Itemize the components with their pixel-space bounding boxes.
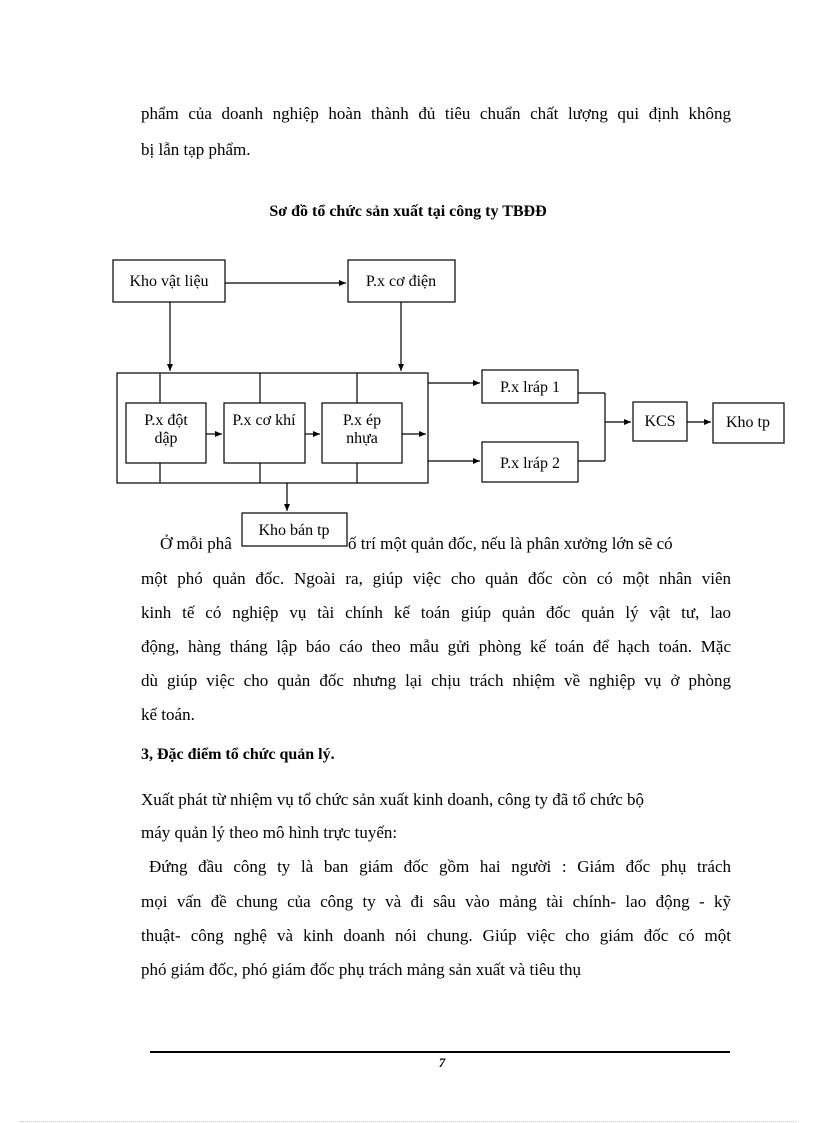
kho-tp-label: Kho tp <box>726 414 770 431</box>
px-ep-nhua-label-1: P.x ép <box>342 412 382 429</box>
section-heading: 3, Đặc điểm tổ chức quản lý. <box>141 746 335 763</box>
px-lrap-2-label: P.x lráp 2 <box>500 455 560 472</box>
production-org-diagram <box>0 0 816 560</box>
para1-line-2: một phó quản đốc. Ngoài ra, giúp việc cho quản đốc còn có một nhân viên <box>141 569 731 588</box>
intro-line-2: bị lẫn tạp phẩm. <box>141 140 251 159</box>
para1-line-5: dù giúp việc cho quản đốc nhưng lại chịu trách nhiệm về nghiệp vụ ở phòng <box>141 671 731 690</box>
page-number: 7 <box>438 1055 446 1070</box>
para1-line-1-end: ố trí một quản đốc, nếu là phân xưởng lớn sẽ có <box>348 534 673 553</box>
para1-line-6: kế toán. <box>141 705 195 724</box>
para1-line-3: kinh tế có nghiệp vụ tài chính kế toán giúp quản đốc quản lý vật tư, lao <box>141 603 731 622</box>
diagram-title: Sơ đồ tổ chức sản xuất tại công ty TBĐĐ <box>269 203 547 220</box>
para3-line-4: phó giám đốc, phó giám đốc phụ trách mảng sản xuất và tiêu thụ <box>141 960 582 979</box>
kho-vat-lieu-label: Kho vật liệu <box>129 273 209 290</box>
para3-line-3: thuật- công nghệ và kinh doanh nói chung. Giúp việc cho giám đốc có một <box>141 926 731 945</box>
kcs-label: KCS <box>644 413 676 430</box>
para3-line-1: Đứng đầu công ty là ban giám đốc gồm hai người : Giám đốc phụ trách <box>149 857 731 876</box>
para2-line-1: Xuất phát từ nhiệm vụ tổ chức sản xuất kinh doanh, công ty đã tổ chức bộ <box>141 790 645 809</box>
px-dot-dap-label-2: dập <box>154 430 178 447</box>
kho-ban-tp-label: Kho bán tp <box>258 522 330 539</box>
para2-line-2: máy quản lý theo mô hình trực tuyến: <box>141 823 398 842</box>
page-bottom-border <box>20 1121 796 1122</box>
px-co-khi-label: P.x cơ khí <box>232 412 296 429</box>
para1-line-4: động, hàng tháng lập báo cáo theo mẫu gửi phòng kế toán để hạch toán. Mặc <box>141 637 731 656</box>
px-ep-nhua-label-2: nhựa <box>346 430 378 447</box>
px-lrap-1-label: P.x lráp 1 <box>500 379 560 396</box>
footer-rule <box>150 1051 730 1053</box>
para3-line-2: mọi vấn đề chung của công ty và đi sâu vào mảng tài chính- lao động - kỹ <box>141 892 731 911</box>
intro-line-1: phẩm của doanh nghiệp hoàn thành đủ tiêu chuẩn chất lượng qui định không <box>141 104 731 123</box>
para1-line-1-start: Ở mỗi phâ <box>160 534 232 553</box>
px-dot-dap-label-1: P.x đột <box>144 412 188 429</box>
px-co-dien-label: P.x cơ điện <box>365 273 437 290</box>
